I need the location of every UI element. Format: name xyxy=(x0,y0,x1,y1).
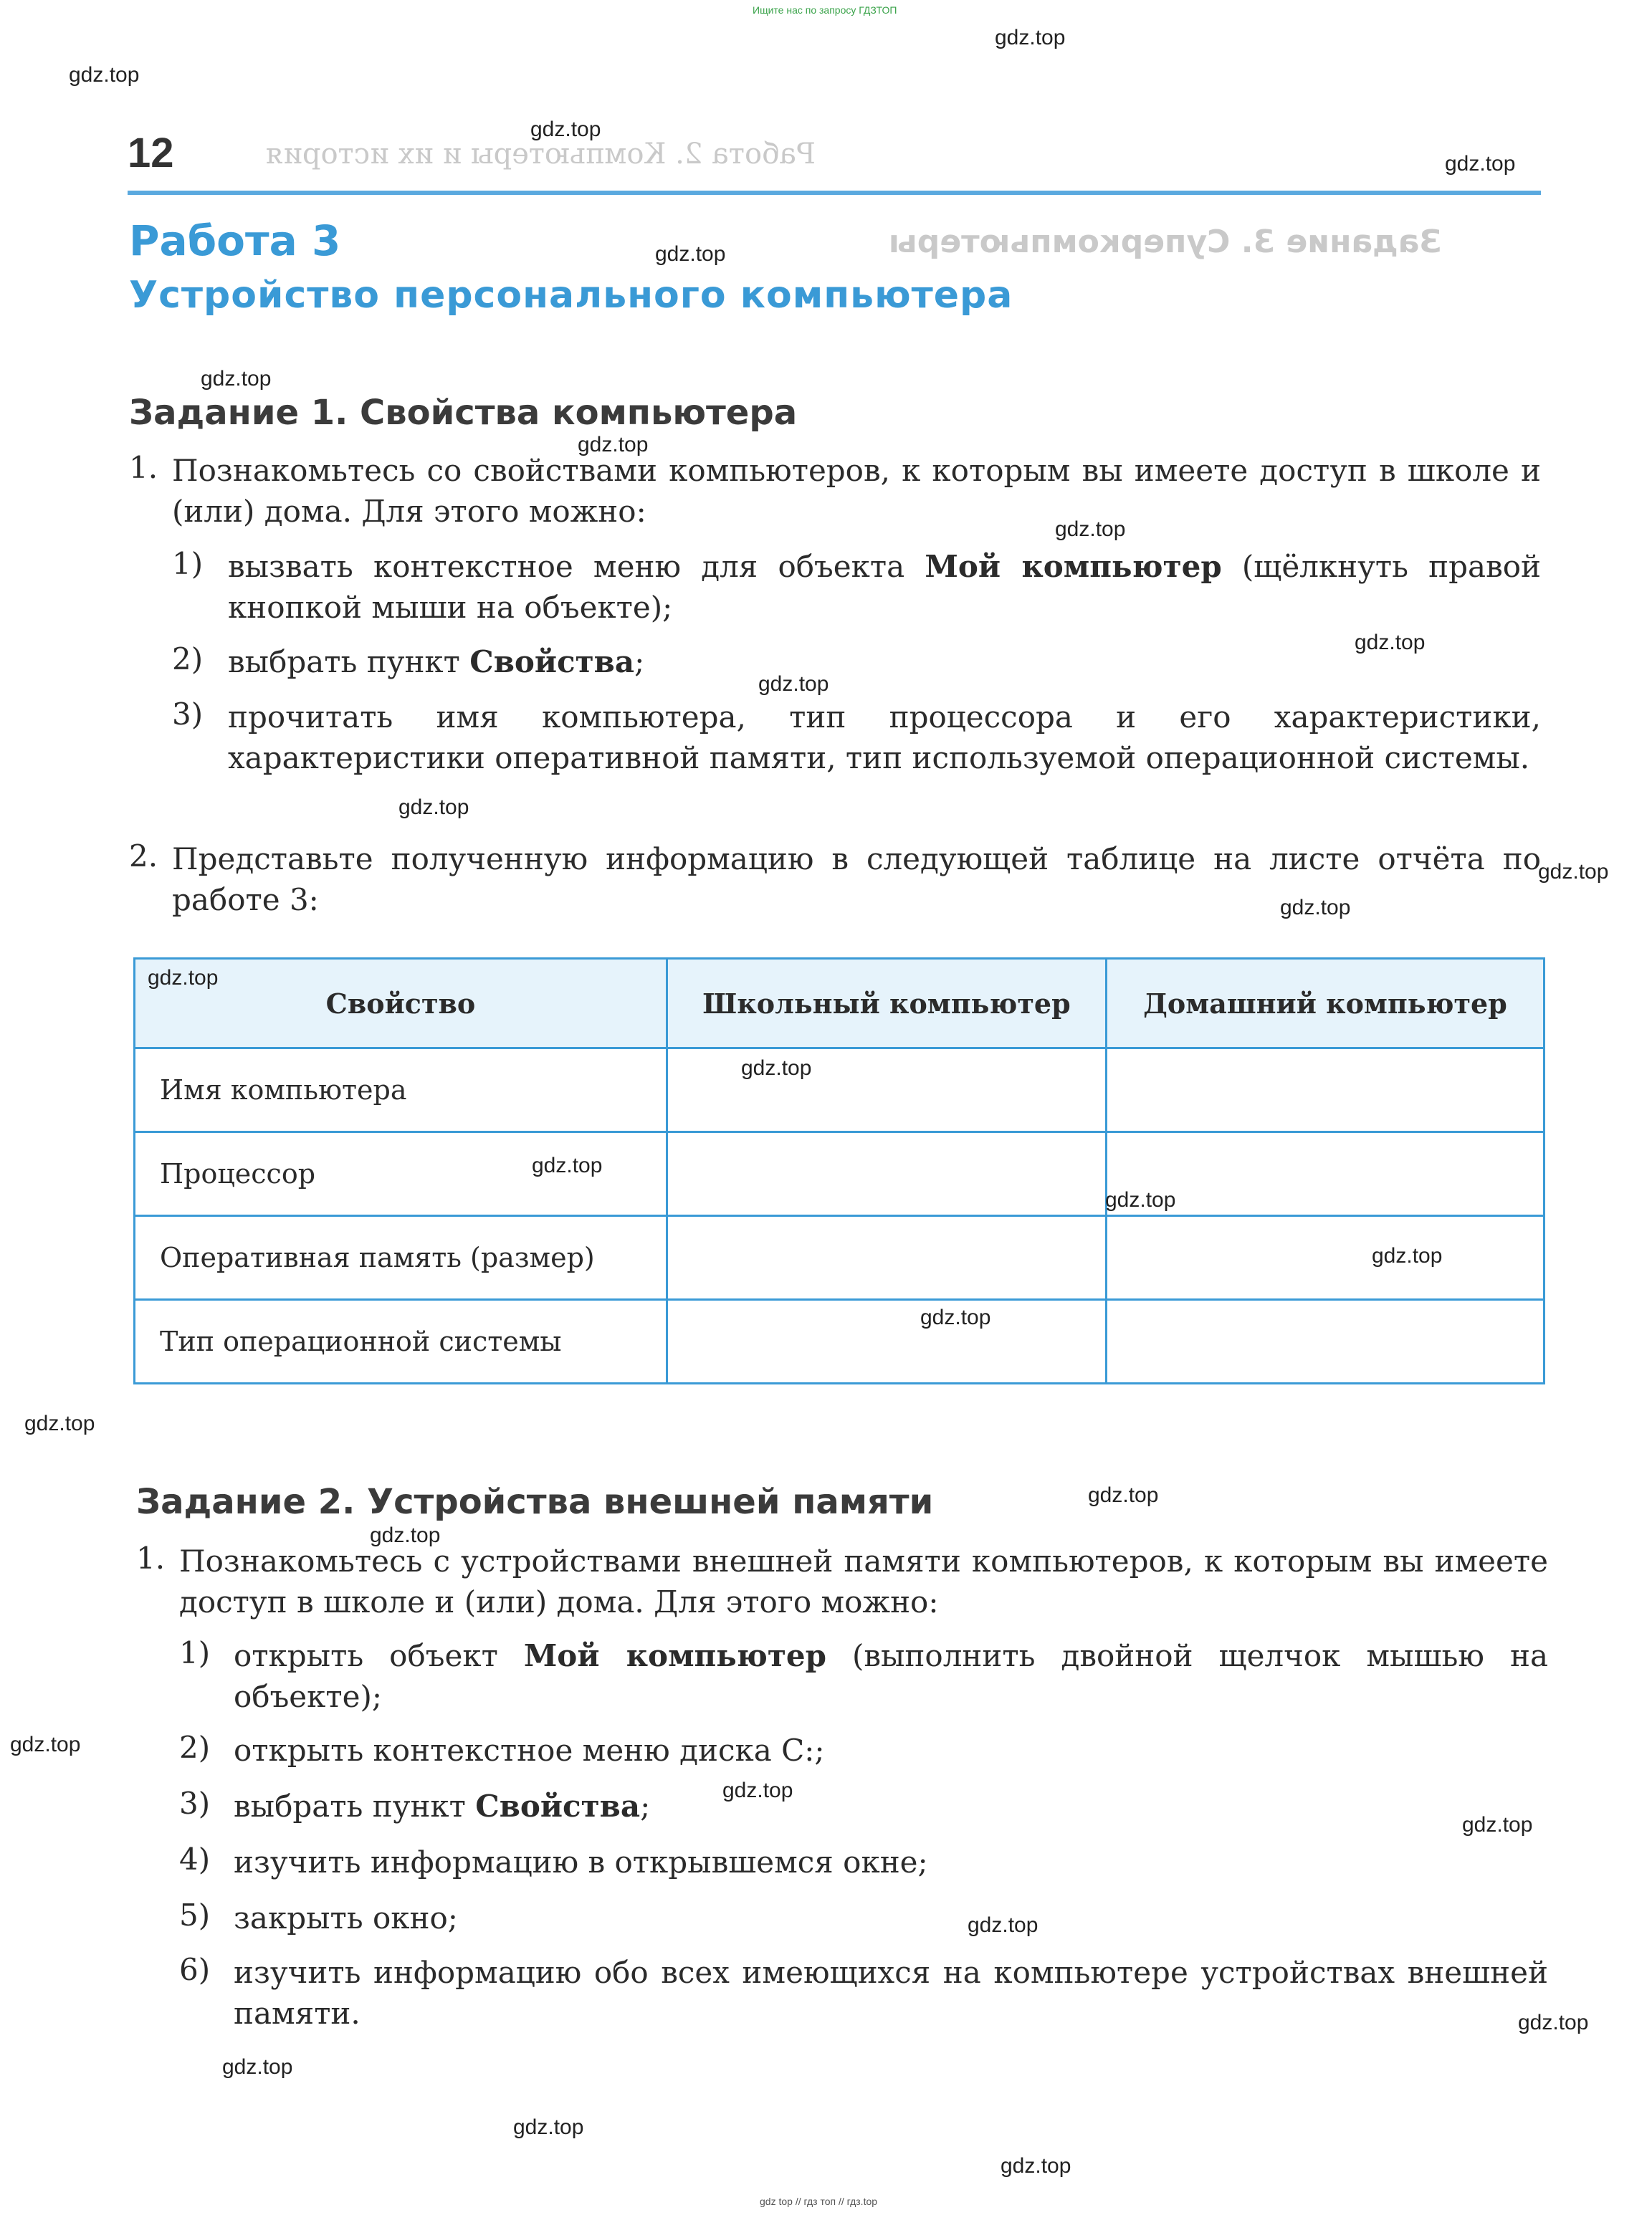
watermark: gdz.top xyxy=(398,795,469,819)
task1-item-1-num: 1) xyxy=(172,546,204,581)
row-label-ram: Оперативная память (размер) xyxy=(135,1216,667,1300)
page-number: 12 xyxy=(128,130,174,176)
task2-item-3-num: 3) xyxy=(179,1786,211,1821)
top-note: Ищите нас по запросу ГДЗТОП xyxy=(753,4,897,16)
ghost-heading: Задание 3. Суперкомпьютеры xyxy=(889,224,1442,260)
task2-item-5: закрыть окно; xyxy=(234,1900,458,1936)
watermark: gdz.top xyxy=(222,2055,293,2079)
table-row xyxy=(135,1132,1544,1216)
task1-item-2: выбрать пункт Свойства; xyxy=(228,644,645,679)
watermark: gdz.top xyxy=(69,63,140,87)
watermark: gdz.top xyxy=(968,1913,1039,1937)
properties-table xyxy=(133,957,1545,1384)
task2-item-1: открыть объект Мой компьютер (выполнить двойной щелчок мышью на объекте); xyxy=(234,1638,1548,1714)
task2-item-2: открыть контекстное меню диска С:; xyxy=(234,1733,825,1768)
table-row xyxy=(135,1048,1544,1132)
watermark: gdz.top xyxy=(1280,896,1351,919)
table-row xyxy=(135,1216,1544,1300)
table-header-school: Школьный компьютер xyxy=(667,959,1106,1048)
row-label-processor: Процессор xyxy=(135,1132,667,1216)
school-cell-processor xyxy=(667,1132,1106,1216)
task1-p1-num: 1. xyxy=(129,450,158,485)
watermark: gdz.top xyxy=(530,118,601,141)
watermark: gdz.top xyxy=(24,1412,95,1435)
row-label-os: Тип операционной системы xyxy=(135,1300,667,1384)
task2-item-6-num: 6) xyxy=(179,1952,211,1987)
task2-item-6: изучить информацию обо всех имеющихся на компьютере устройствах внешней памяти. xyxy=(234,1955,1548,2031)
watermark: gdz.top xyxy=(1518,2011,1589,2034)
watermark: gdz.top xyxy=(578,433,649,456)
home-cell-os xyxy=(1106,1300,1544,1384)
task2-item-5-num: 5) xyxy=(179,1898,211,1933)
watermark: gdz.top xyxy=(1372,1244,1443,1268)
school-cell-os xyxy=(667,1300,1106,1384)
home-cell-name xyxy=(1106,1048,1544,1132)
table-header-row xyxy=(135,959,1544,1048)
task1-heading: Задание 1. Свойства компьютера xyxy=(129,393,798,433)
task1-item-3: прочитать имя компьютера, тип процессора и его характеристики, характеристики оперативной памяти, тип используемой операционной системы. xyxy=(228,699,1541,775)
task2-item-2-num: 2) xyxy=(179,1730,211,1765)
header-rule xyxy=(128,191,1541,195)
row-label-name: Имя компьютера xyxy=(135,1048,667,1132)
task2-heading: Задание 2. Устройства внешней памяти xyxy=(136,1482,934,1522)
watermark: gdz.top xyxy=(1462,1813,1533,1837)
task2-p1-num: 1. xyxy=(136,1541,166,1576)
task2-p1-text: Познакомьтесь с устройствами внешней памяти компьютеров, к которым вы имеете доступ в школе и (или) дома. Для этого можно: xyxy=(179,1544,1548,1620)
watermark: gdz.top xyxy=(148,966,219,990)
watermark: gdz.top xyxy=(1538,860,1609,884)
watermark: gdz.top xyxy=(741,1056,812,1080)
bottom-note: gdz top // гдз топ // гдз.top xyxy=(760,2196,878,2207)
watermark: gdz.top xyxy=(370,1523,441,1547)
watermark: gdz.top xyxy=(10,1733,81,1756)
school-cell-ram xyxy=(667,1216,1106,1300)
table-header-home: Домашний компьютер xyxy=(1106,959,1544,1048)
home-cell-ram xyxy=(1106,1216,1544,1300)
task2-item-3: выбрать пункт Свойства; xyxy=(234,1789,651,1824)
task1-item-3-num: 3) xyxy=(172,697,204,732)
watermark: gdz.top xyxy=(758,672,829,696)
task1-p2-text: Представьте полученную информацию в следующей таблице на листе отчёта по работе 3: xyxy=(172,841,1541,917)
watermark: gdz.top xyxy=(1055,517,1126,541)
task1-p2-num: 2. xyxy=(129,838,158,874)
watermark: gdz.top xyxy=(1088,1483,1159,1507)
task1-item-2-num: 2) xyxy=(172,641,204,676)
task2-item-4: изучить информацию в открывшемся окне; xyxy=(234,1845,928,1880)
watermark: gdz.top xyxy=(1445,152,1516,176)
work-subtitle: Устройство персонального компьютера xyxy=(129,274,1013,317)
work-title: Работа 3 xyxy=(129,216,341,265)
watermark: gdz.top xyxy=(655,242,726,266)
watermark: gdz.top xyxy=(1105,1188,1176,1212)
table-row xyxy=(135,1300,1544,1384)
task1-p1-text: Познакомьтесь со свойствами компьютеров, к которым вы имеете доступ в школе и (или) дома. Для этого можно: xyxy=(172,453,1541,529)
task1-item-1: вызвать контекстное меню для объекта Мой компьютер (щёлкнуть правой кнопкой мыши на объекте); xyxy=(228,549,1541,625)
watermark: gdz.top xyxy=(1355,631,1426,654)
watermark: gdz.top xyxy=(532,1154,603,1177)
watermark: gdz.top xyxy=(1001,2154,1071,2178)
watermark: gdz.top xyxy=(513,2115,584,2139)
ghost-header: Работа 2. Компьютеры и их история xyxy=(265,138,816,171)
task2-item-1-num: 1) xyxy=(179,1635,211,1670)
watermark: gdz.top xyxy=(201,367,272,391)
watermark: gdz.top xyxy=(995,26,1066,49)
task2-item-4-num: 4) xyxy=(179,1842,211,1877)
watermark: gdz.top xyxy=(920,1306,991,1329)
watermark: gdz.top xyxy=(722,1779,793,1802)
table-header-property: Свойство xyxy=(135,959,667,1048)
school-cell-name xyxy=(667,1048,1106,1132)
